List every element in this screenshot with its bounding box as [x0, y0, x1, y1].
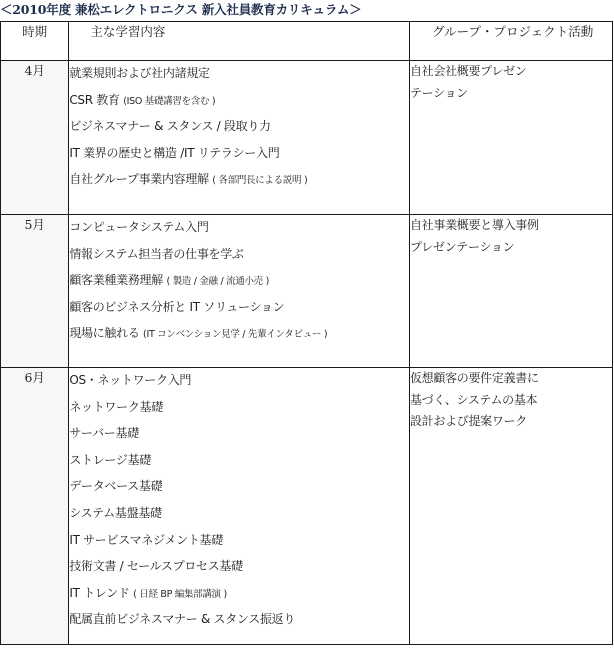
group-activity-line: 自社会社概要プレゼン [409, 64, 527, 78]
group-activity-line: 自社事業概要と導入事例 [409, 218, 539, 232]
group-activity-cell [409, 368, 612, 645]
topic-item [69, 368, 409, 395]
topic-item [69, 114, 409, 141]
topic-item [69, 321, 409, 348]
group-activity-cell [409, 61, 612, 215]
topic-item [69, 421, 409, 448]
topic-text: OS・ネットワーク入門 [69, 373, 192, 387]
topics-cell [69, 368, 410, 645]
topic-item [69, 295, 409, 322]
curriculum-table [0, 21, 613, 645]
topic-note: ( 各部門長による説明 ) [212, 175, 308, 187]
month-cell: 6月 [1, 368, 69, 645]
month-cell: 5月 [1, 215, 69, 368]
topic-text: 就業規則および社内諸規定 [69, 66, 210, 80]
topic-item [69, 501, 409, 528]
table-row-april [1, 61, 613, 215]
table-row-may [1, 215, 613, 368]
header-topics: 主な学習内容 [69, 22, 410, 61]
topic-text: 配属直前ビジネスマナー & スタンス振返り [69, 612, 296, 627]
topic-text: システム基盤基礎 [69, 505, 162, 520]
header-group-activity: グループ・プロジェクト活動 [409, 22, 612, 61]
topic-text: ビジネスマナー & スタンス / 段取り力 [69, 119, 271, 134]
page-title: ＜2010年度 兼松エレクトロニクス 新入社員教育カリキュラム＞ [0, 2, 362, 17]
topic-item [69, 61, 409, 88]
topic-note: ( 製造 / 金融 / 流通小売 ) [166, 276, 269, 288]
topic-item [69, 554, 409, 581]
month-cell: 4月 [1, 61, 69, 215]
topic-text: サーバー基礎 [69, 426, 139, 441]
group-activity-line: 基づく、システムの基本 [409, 392, 538, 407]
topic-item [69, 88, 409, 115]
topic-item [69, 607, 409, 634]
topic-item [69, 268, 409, 295]
topic-text: IT 業界の歴史と構造 /IT リテラシー入門 [69, 145, 280, 160]
group-activity-line: テーション [409, 85, 469, 100]
group-activity-cell [409, 215, 612, 368]
table-row-june [1, 368, 613, 645]
topic-text: 現場に触れる [69, 326, 144, 341]
topic-text: CSR 教育 [69, 92, 124, 107]
topic-note: (ISO 基礎講習を含む ) [123, 95, 216, 107]
table-header-row [1, 22, 613, 61]
topic-text: 自社グループ事業内容理解 [69, 172, 213, 187]
topic-item [69, 528, 409, 555]
topic-text: ストレージ基礎 [69, 452, 151, 467]
topic-text: IT トレンド [69, 585, 134, 600]
topic-item [69, 141, 409, 168]
topic-text: 情報システム担当者の仕事を学ぶ [69, 246, 244, 261]
topic-item [69, 448, 409, 475]
topic-text: ネットワーク基礎 [69, 399, 163, 414]
topic-text: データベース基礎 [69, 479, 163, 494]
group-activity-line: 仮想顧客の要件定義書に [409, 371, 539, 385]
topic-text: 技術文書 / セールスプロセス基礎 [69, 559, 243, 574]
group-activity-line: プレゼンテーション [409, 239, 515, 254]
topic-item [69, 395, 409, 422]
topic-text: IT サービスマネジメント基礎 [69, 532, 223, 547]
topic-item [69, 581, 409, 608]
topics-cell [69, 61, 410, 215]
header-period: 時期 [1, 22, 69, 61]
topic-item [69, 242, 409, 269]
topic-text: 顧客のビジネス分析と IT ソリューション [69, 299, 285, 314]
topic-item [69, 167, 409, 194]
topic-note: ( 日経 BP 編集部講演 ) [133, 588, 227, 600]
topic-text: 顧客業種業務理解 [69, 273, 167, 288]
group-activity-line: 設計および提案ワーク [409, 414, 527, 428]
topic-item [69, 215, 409, 242]
topic-note: (IT コンベンション見学 / 先輩インタビュー ) [143, 329, 328, 341]
topic-text: コンピュータシステム入門 [69, 220, 209, 234]
topic-item [69, 474, 409, 501]
topics-cell [69, 215, 410, 368]
